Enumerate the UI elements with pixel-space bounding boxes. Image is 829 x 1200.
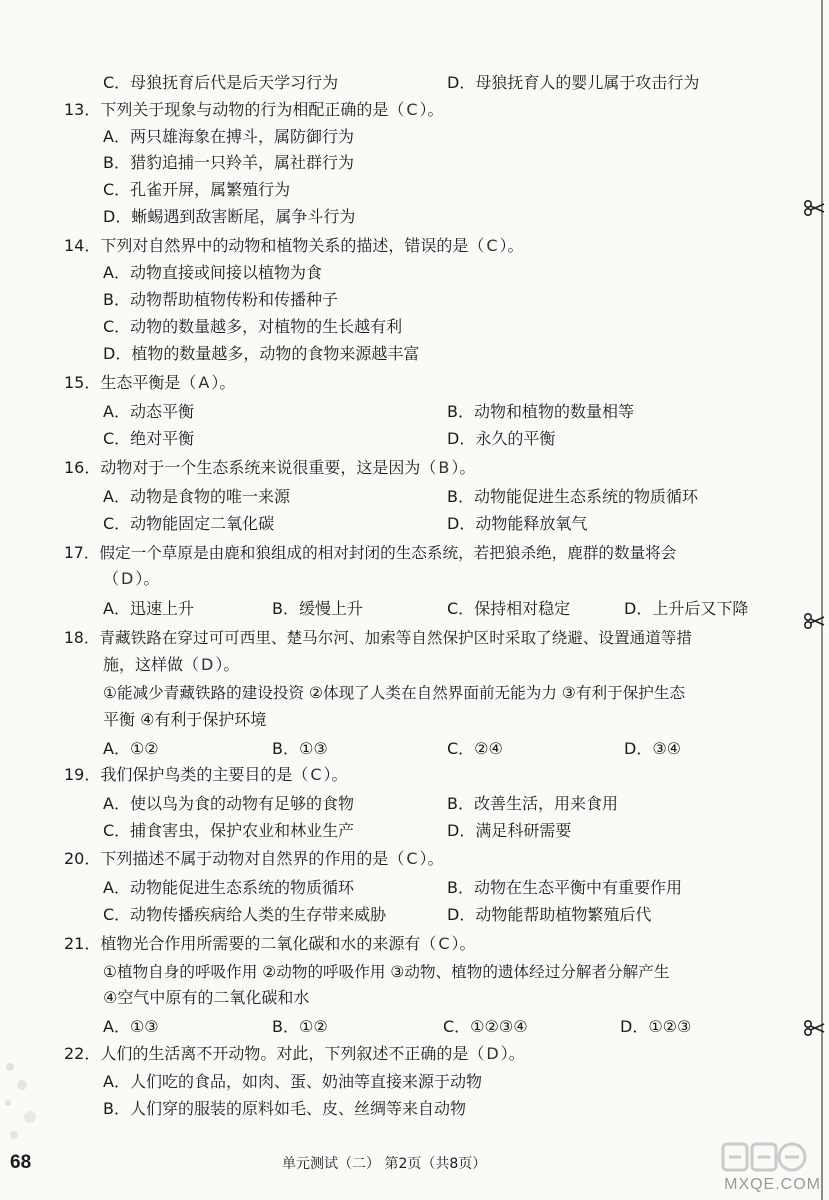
question-22-stem [64, 1043, 525, 1065]
option-a: A．动物是食物的唯一来源 [103, 487, 290, 506]
statement-list: ①植物自身的呼吸作用 ②动物的呼吸作用 ③动物、植物的遗体经过分解者分解产生 [103, 963, 670, 981]
question-text: ）。 [419, 100, 444, 119]
option-b: B．人们穿的服装的原料如毛、皮、丝绸等来自动物 [103, 1099, 466, 1118]
question-text: ）。 [451, 934, 476, 953]
handwritten-answer: C [486, 236, 498, 255]
option-a: A．迅速上升 [103, 599, 194, 618]
option-d: D．①②③ [620, 1017, 692, 1036]
option-d: D．母狼抚育人的婴儿属于攻击行为 [447, 73, 700, 92]
question-text: ）。 [451, 458, 476, 477]
handwritten-answer: C [406, 100, 418, 119]
option-c: C．动物的数量越多，对植物的生长越有利 [103, 317, 403, 336]
statement-list-cont: ④空气中原有的二氧化碳和水 [103, 988, 310, 1007]
option-c: C．①②③④ [443, 1017, 528, 1036]
decorative-smudge [0, 1055, 50, 1150]
option-d: D．蜥蜴遇到敌害断尾，属争斗行为 [103, 207, 356, 226]
option-d: D．动物能释放氧气 [447, 514, 588, 533]
statement-list: ①能减少青藏铁路的建设投资 ②体现了人类在自然界面前无能为力 ③有利于保护生态 [103, 684, 686, 702]
option-a: A．两只雄海象在搏斗，属防御行为 [103, 127, 354, 146]
handwritten-answer: C [310, 765, 322, 784]
question-text: 13．下列关于现象与动物的行为相配正确的是（ [64, 100, 405, 119]
question-19-stem [64, 764, 348, 786]
option-b: B．动物能促进生态系统的物质循环 [447, 487, 698, 506]
option-c: C．②④ [447, 739, 503, 758]
question-text: ）。 [499, 236, 524, 255]
option-a: A．①③ [103, 1017, 159, 1036]
question-17-stem-cont [103, 568, 159, 590]
option-b: B．动物在生态平衡中有重要作用 [447, 878, 682, 897]
question-text: 施，这样做（ [103, 655, 200, 674]
question-text: ）。 [215, 655, 240, 674]
question-text: 14．下列对自然界中的动物和植物关系的描述，错误的是（ [64, 236, 485, 255]
question-text: ）。 [500, 1044, 525, 1063]
option-b: B．动物和植物的数量相等 [447, 402, 634, 421]
handwritten-answer: C [406, 849, 418, 868]
option-c: C．孔雀开屏，属繁殖行为 [103, 180, 291, 199]
question-text: ）。 [323, 765, 348, 784]
question-text: ）。 [419, 849, 444, 868]
scissors-icon [803, 1017, 825, 1039]
option-d: D．满足科研需要 [447, 821, 572, 840]
option-c: C．保持相对稳定 [447, 599, 571, 618]
option-b: B．改善生活，用来食用 [447, 794, 618, 813]
option-b: B．①② [272, 1017, 328, 1036]
option-a: A．动物能促进生态系统的物质循环 [103, 878, 354, 897]
handwritten-answer: D [201, 655, 214, 674]
option-c: C．动物能固定二氧化碳 [103, 514, 275, 533]
question-21-stem [64, 933, 476, 955]
option-b: B．①③ [272, 739, 328, 758]
question-17-stem: 17．假定一个草原是由鹿和狼组成的相对封闭的生态系统，若把狼杀绝，鹿群的数量将会 [64, 544, 677, 562]
handwritten-answer: D [486, 1044, 499, 1063]
option-d: D．上升后又下降 [624, 599, 749, 618]
question-13-stem [64, 99, 444, 121]
option-d: D．③④ [624, 739, 682, 758]
question-text: 19．我们保护鸟类的主要目的是（ [64, 765, 309, 784]
question-text: （ [103, 569, 120, 588]
question-20-stem [64, 848, 444, 870]
scissors-icon [803, 610, 825, 632]
footer-caption: 单元测试（二） 第2页（共8页） [282, 1156, 487, 1172]
question-14-stem [64, 235, 524, 257]
question-text: 21．植物光合作用所需要的二氧化碳和水的来源有（ [64, 934, 437, 953]
handwritten-answer: B [438, 458, 450, 477]
option-a: A．人们吃的食品，如肉、蛋、奶油等直接来源于动物 [103, 1072, 482, 1091]
statement-list-cont: 平衡 ④有利于保护环境 [103, 710, 267, 729]
option-d: D．动物能帮助植物繁殖后代 [447, 905, 652, 924]
watermark-text: MXQE.COM [724, 1176, 821, 1193]
option-b: B．猎豹追捕一只羚羊，属社群行为 [103, 153, 354, 172]
question-15-stem [64, 372, 235, 394]
handwritten-answer: D [121, 569, 134, 588]
question-text: 16．动物对于一个生态系统来说很重要，这是因为（ [64, 458, 437, 477]
option-d: D．永久的平衡 [447, 429, 556, 448]
scissors-icon [803, 197, 825, 219]
question-18-stem-cont [103, 654, 239, 676]
option-c: C．母狼抚育后代是后天学习行为 [103, 73, 339, 92]
option-c: C．动物传播疾病给人类的生存带来威胁 [103, 905, 387, 924]
option-a: A．动态平衡 [103, 402, 194, 421]
option-b: B．缓慢上升 [272, 599, 363, 618]
question-text: ）。 [135, 569, 160, 588]
handwritten-answer: C [438, 934, 450, 953]
question-text: ）。 [211, 373, 236, 392]
question-18-stem: 18．青藏铁路在穿过可可西里、楚马尔河、加索等自然保护区时采取了绕避、设置通道等措 [64, 629, 692, 647]
option-a: A．动物直接或间接以植物为食 [103, 263, 322, 282]
question-text: 22．人们的生活离不开动物。对此，下列叙述不正确的是（ [64, 1044, 485, 1063]
option-d: D．植物的数量越多，动物的食物来源越丰富 [103, 344, 420, 363]
option-c: C．捕食害虫，保护农业和林业生产 [103, 821, 355, 840]
question-text: 15．生态平衡是（ [64, 373, 197, 392]
option-b: B．动物帮助植物传粉和传播种子 [103, 290, 338, 309]
handwritten-answer: A [198, 373, 210, 392]
option-a: A．使以鸟为食的动物有足够的食物 [103, 794, 354, 813]
option-c: C．绝对平衡 [103, 429, 195, 448]
option-a: A．①② [103, 739, 159, 758]
question-16-stem [64, 457, 475, 479]
page-number: 68 [10, 1152, 32, 1173]
question-text: 20．下列描述不属于动物对自然界的作用的是（ [64, 849, 405, 868]
